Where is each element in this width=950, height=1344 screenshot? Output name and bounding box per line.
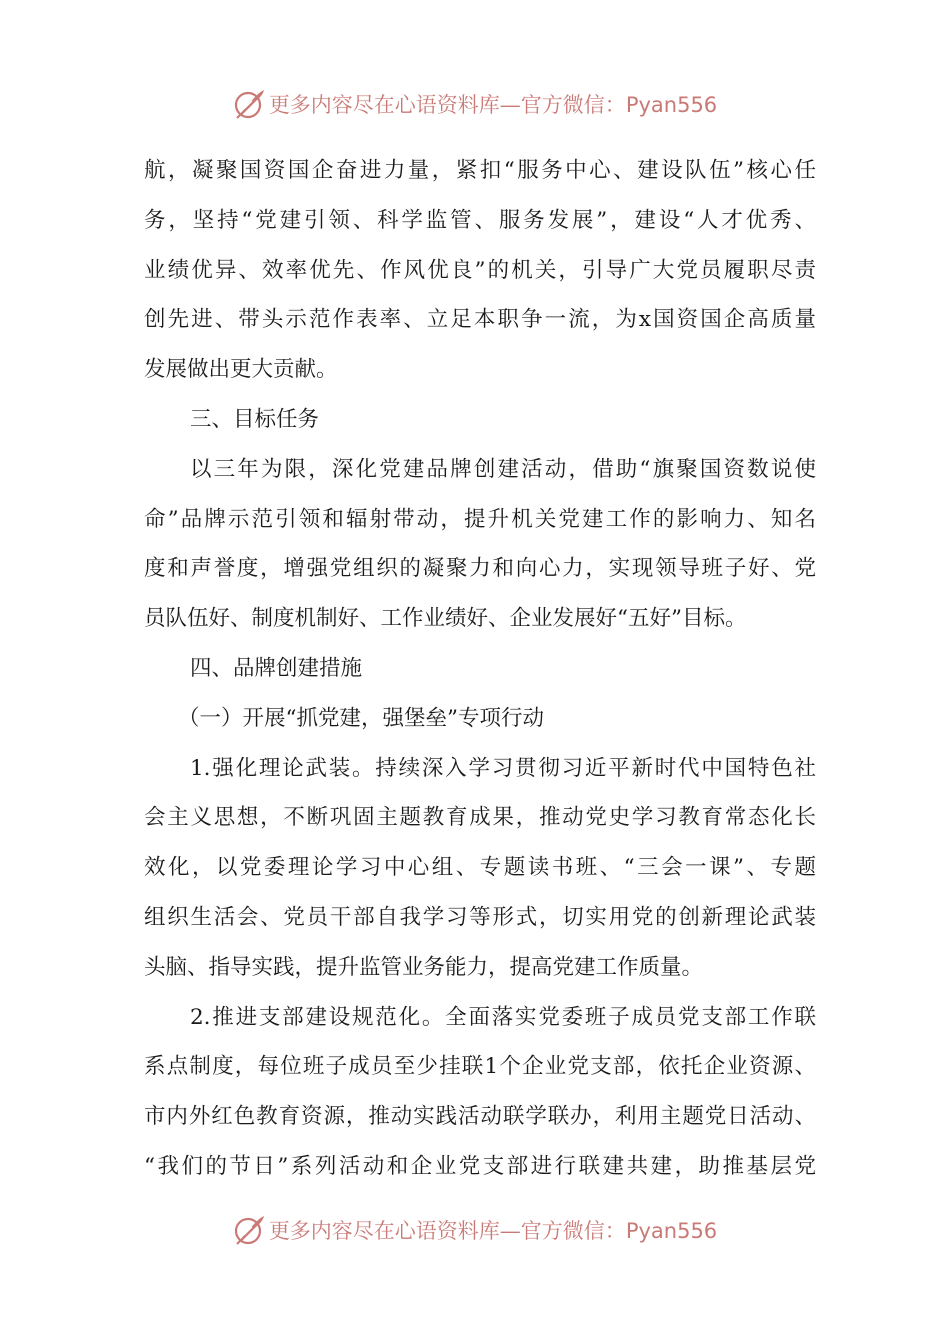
footer-banner xyxy=(0,1210,950,1250)
body-line: 创先进、带头示范作表率、立足本职争一流，为x国资国企高质量 xyxy=(144,307,816,333)
body-line: “我们的节日”系列活动和企业党支部进行联建共建，助推基层党 xyxy=(144,1153,816,1179)
quill-logo-icon xyxy=(233,1213,267,1247)
body-line: 系点制度，每位班子成员至少挂联1个企业党支部，依托企业资源、 xyxy=(144,1054,816,1080)
body-line: 市内外红色教育资源，推动实践活动联学联办，利用主题党日活动、 xyxy=(144,1104,816,1130)
quill-logo-icon xyxy=(233,87,267,121)
body-line: 1.强化理论武装。持续深入学习贯彻习近平新时代中国特色社 xyxy=(190,755,816,781)
header-wechat-id: Pyan556 xyxy=(625,93,718,117)
body-line: 会主义思想，不断巩固主题教育成果，推动党史学习教育常态化长 xyxy=(144,805,816,831)
body-line: 员队伍好、制度机制好、工作业绩好、企业发展好“五好”目标。 xyxy=(144,606,747,632)
body-line: 2.推进支部建设规范化。全面落实党委班子成员党支部工作联 xyxy=(190,1004,816,1030)
section-heading: 四、品牌创建措施 xyxy=(190,655,363,681)
body-line: 命”品牌示范引领和辐射带动，提升机关党建工作的影响力、知名 xyxy=(144,506,816,532)
document-body xyxy=(144,146,816,1192)
body-line: 效化，以党委理论学习中心组、专题读书班、“三会一课”、专题 xyxy=(144,855,816,881)
body-line: 以三年为限，深化党建品牌创建活动，借助“旗聚国资数说使 xyxy=(190,456,816,482)
subsection-heading: （一）开展“抓党建，强堡垒”专项行动 xyxy=(178,705,544,731)
header-banner-text: 更多内容尽在心语资料库—官方微信：Pyan556 xyxy=(268,93,718,117)
header-banner xyxy=(0,84,950,124)
body-line: 航，凝聚国资国企奋进力量，紧扣“服务中心、建设队伍”核心任 xyxy=(144,158,816,183)
body-line: 度和声誉度，增强党组织的凝聚力和向心力，实现领导班子好、党 xyxy=(144,556,816,582)
footer-wechat-id: Pyan556 xyxy=(625,1219,718,1243)
body-line: 发展做出更大贡献。 xyxy=(144,357,338,383)
body-line: 组织生活会、党员干部自我学习等形式，切实用党的创新理论武装 xyxy=(144,904,816,930)
footer-banner-text: 更多内容尽在心语资料库—官方微信：Pyan556 xyxy=(268,1219,718,1243)
body-line: 业绩优异、效率优先、作风优良”的机关，引导广大党员履职尽责 xyxy=(144,257,816,283)
body-line: 头脑、指导实践，提升监管业务能力，提高党建工作质量。 xyxy=(144,954,704,980)
section-heading: 三、目标任务 xyxy=(190,406,320,432)
body-line: 务，坚持“党建引领、科学监管、服务发展”，建设“人才优秀、 xyxy=(144,207,816,233)
